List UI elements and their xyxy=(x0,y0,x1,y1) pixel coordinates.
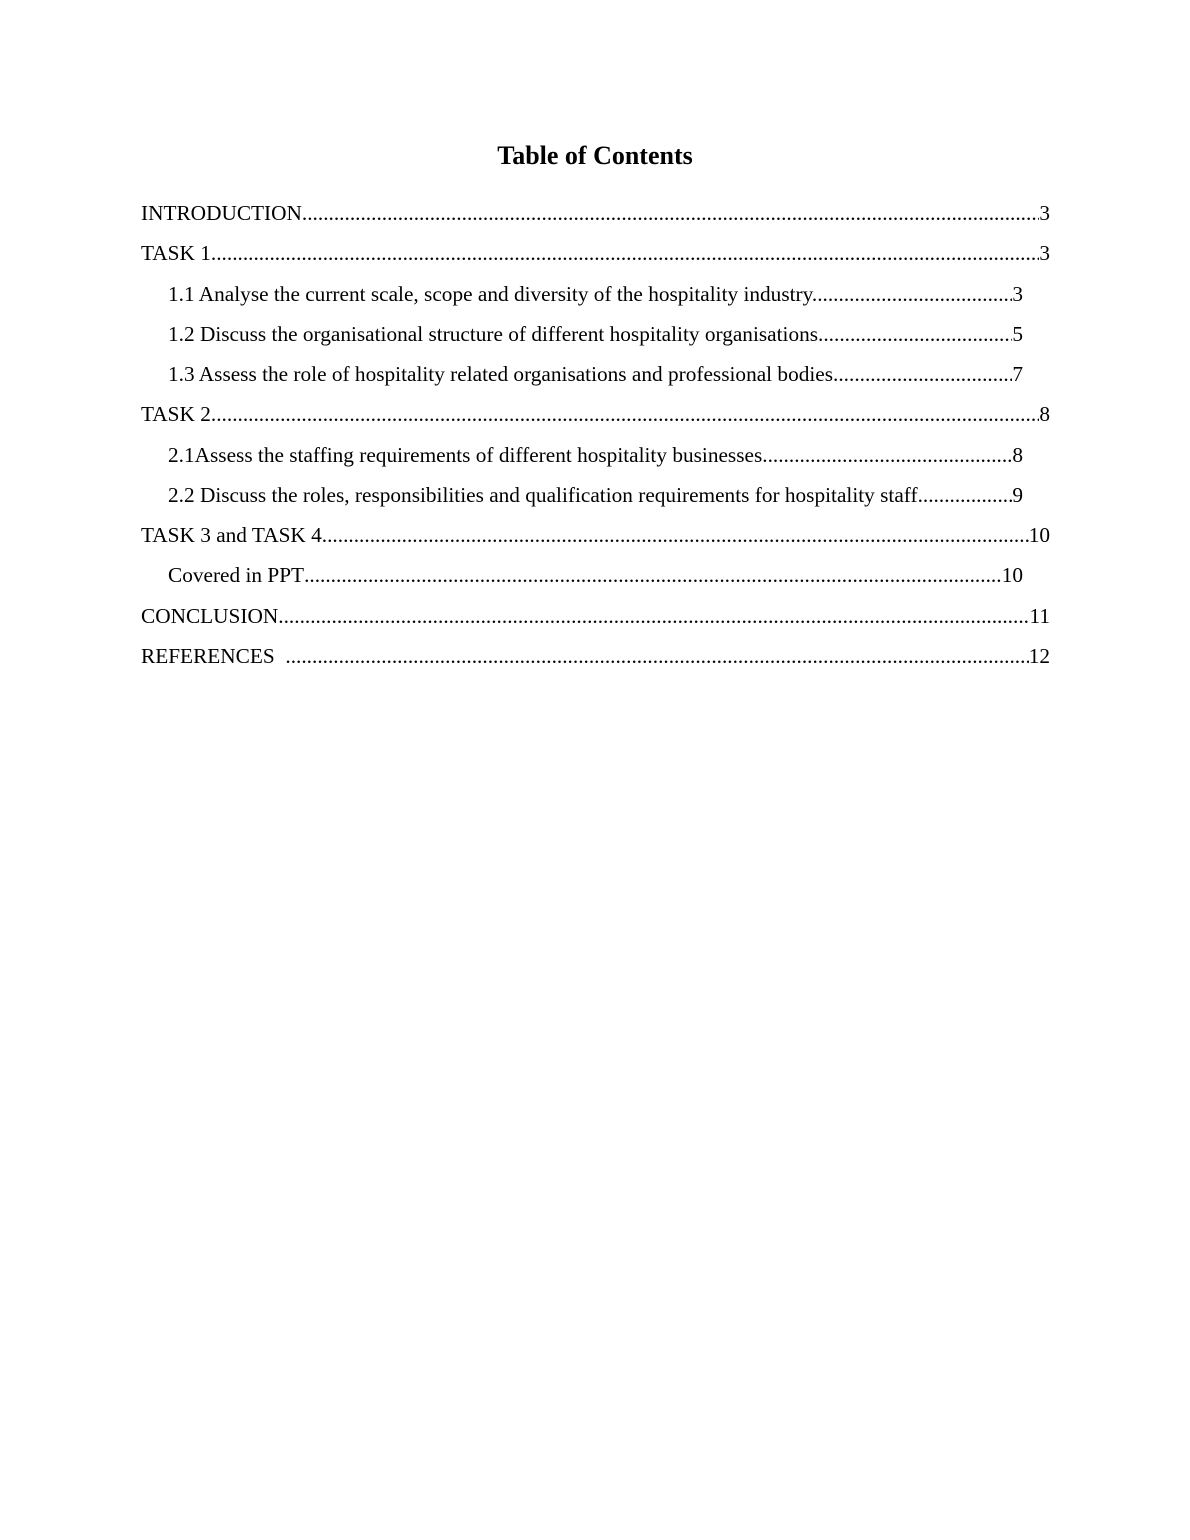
toc-entry-covered-in-ppt[interactable] xyxy=(168,558,1023,592)
toc-dot-leader xyxy=(823,317,1012,351)
toc-page-number: 7 xyxy=(1012,362,1023,386)
toc-entry-task-1[interactable] xyxy=(141,236,1050,270)
toc-entry-introduction[interactable] xyxy=(141,196,1050,230)
toc-entry-1-3[interactable] xyxy=(168,357,1023,391)
toc-page-number: 9 xyxy=(1012,483,1023,507)
toc-page-number: 8 xyxy=(1039,402,1050,426)
toc-entry-1-2[interactable] xyxy=(168,317,1023,351)
toc-dot-leader xyxy=(304,558,1002,592)
toc-entry-label: 1.3 Assess the role of hospitality related organisations and professional bodies. xyxy=(168,362,839,386)
toc-dot-leader xyxy=(923,478,1012,512)
toc-entry-label: Covered in PPT xyxy=(168,563,305,587)
toc-title: Table of Contents xyxy=(497,141,693,170)
toc-entry-label: TASK 1 xyxy=(141,241,211,265)
toc-dot-leader xyxy=(211,397,1039,431)
toc-entry-label: 2.1Assess the staffing requirements of different hospitality businesses. xyxy=(168,443,768,467)
toc-entry-label: 1.2 Discuss the organisational structure of different hospitality organisations. xyxy=(168,322,824,346)
toc-entry-label: 2.2 Discuss the roles, responsibilities and qualification requirements for hospitality staff. xyxy=(168,483,923,507)
toc-dot-leader xyxy=(838,357,1012,391)
toc-entry-label: CONCLUSION xyxy=(141,604,279,628)
toc-dot-leader xyxy=(817,277,1012,311)
toc-page-number: 12 xyxy=(1028,644,1050,668)
toc-entry-1-1[interactable] xyxy=(168,277,1023,311)
toc-dot-leader xyxy=(285,639,1028,673)
toc-dot-leader xyxy=(211,236,1039,270)
toc-dot-leader xyxy=(322,518,1029,552)
toc-entry-label: TASK 3 and TASK 4 xyxy=(141,523,322,547)
toc-page-number: 10 xyxy=(1028,523,1050,547)
toc-dot-leader xyxy=(768,438,1013,472)
toc-entry-references[interactable] xyxy=(141,639,1050,673)
toc-entry-task-3-and-4[interactable] xyxy=(141,518,1050,552)
toc-page-number: 5 xyxy=(1012,322,1023,346)
toc-dot-leader xyxy=(302,196,1039,230)
toc-entry-label: 1.1 Analyse the current scale, scope and diversity of the hospitality industry. xyxy=(168,282,818,306)
toc-entry-2-2[interactable] xyxy=(168,478,1023,512)
toc-entry-2-1[interactable] xyxy=(168,438,1023,472)
toc-page-number: 3 xyxy=(1012,282,1023,306)
toc-dot-leader xyxy=(278,599,1029,633)
toc-page-number: 3 xyxy=(1039,201,1050,225)
toc-entry-label: REFERENCES xyxy=(141,644,286,668)
toc-page-number: 10 xyxy=(1001,563,1023,587)
toc-page-number: 3 xyxy=(1039,241,1050,265)
toc-entry-label: TASK 2 xyxy=(141,402,211,426)
toc-entry-label: INTRODUCTION xyxy=(141,201,302,225)
toc-page-number: 11 xyxy=(1029,604,1050,628)
toc-entry-conclusion[interactable] xyxy=(141,599,1050,633)
toc-page-number: 8 xyxy=(1012,443,1023,467)
toc-entry-task-2[interactable] xyxy=(141,397,1050,431)
